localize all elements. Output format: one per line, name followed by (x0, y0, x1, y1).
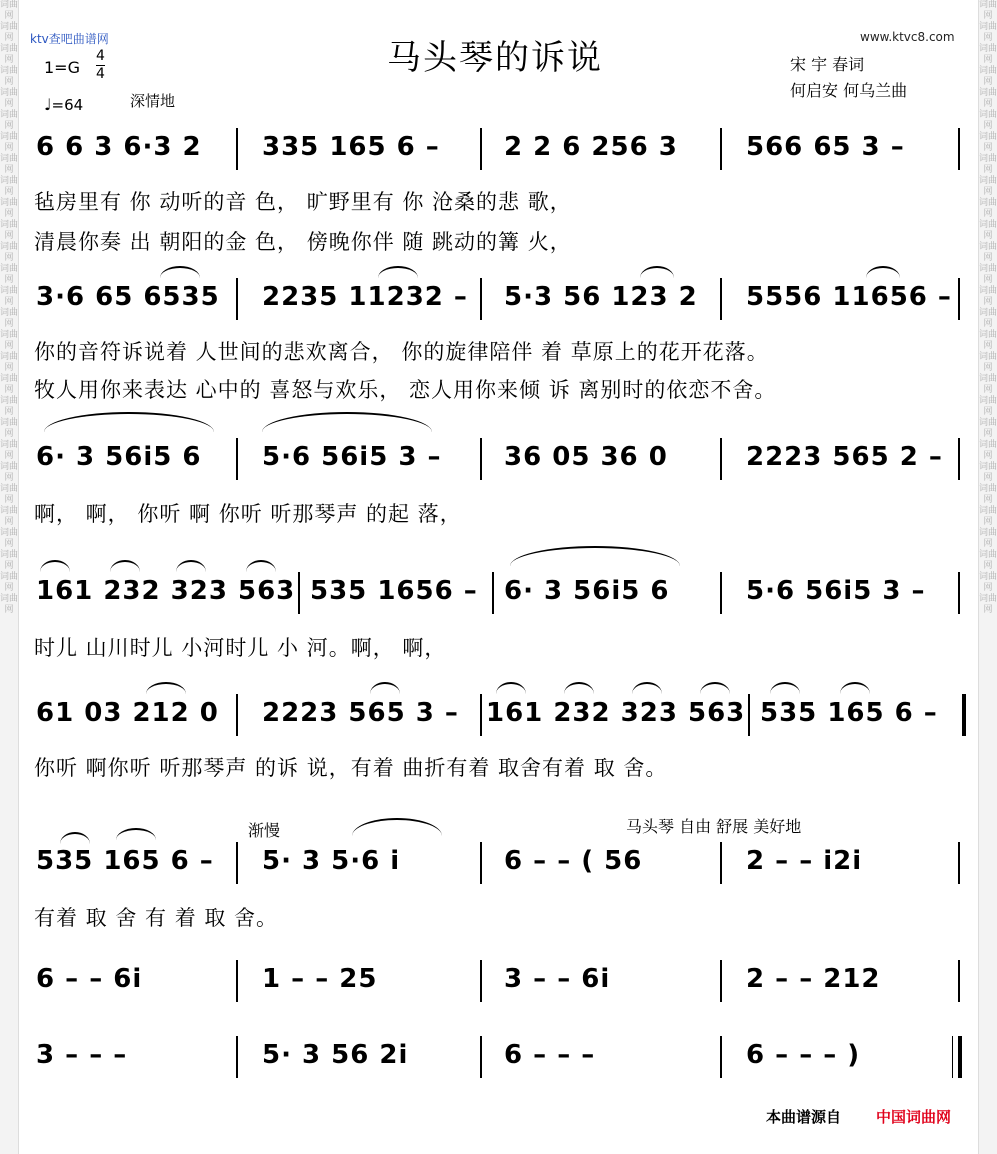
barline (958, 438, 960, 480)
barline (958, 960, 960, 1002)
lyric-line: 啊， 啊， 你听 啊 你听 听那琴声 的起 落， (34, 502, 462, 526)
measure: 5556 11656 – (746, 282, 952, 312)
barline (720, 278, 722, 320)
slur (840, 682, 870, 694)
barline (720, 128, 722, 170)
slur (510, 546, 680, 566)
lyric-line: 清晨你奏 出 朝阳的金 色， 傍晚你伴 随 跳动的篝 火， (34, 230, 572, 254)
barline (958, 842, 960, 884)
expression-marking: 深情地 (130, 92, 176, 110)
slur (770, 682, 800, 694)
lyricist-credit: 宋 宇 春词 (790, 55, 865, 74)
slur (370, 682, 400, 694)
measure: 5·6 56i5 3 – (262, 442, 442, 472)
barline (236, 128, 238, 170)
left-watermark-strip: 词曲网 词曲网 词曲网 词曲网 词曲网 词曲网 词曲网 词曲网 词曲网 词曲网 词曲网 词曲网 词曲网 词曲网 词曲网 词曲网 词曲网 词曲网 词曲网 词曲网 词曲网 词曲网 词曲网 词曲网 词曲网 词曲网 词曲网 词曲网 (0, 0, 19, 1154)
barline (236, 960, 238, 1002)
slur (632, 682, 662, 694)
measure: 3·6 65 6535 (36, 282, 220, 312)
source-site-link[interactable]: 中国词曲网 (876, 1108, 952, 1126)
slur (262, 412, 432, 432)
slur (110, 560, 140, 572)
measure: 36 05 36 0 (504, 442, 668, 472)
site-watermark-right[interactable]: www.ktvc8.com (860, 30, 955, 44)
time-signature (96, 48, 105, 83)
barline (720, 960, 722, 1002)
barline (748, 694, 750, 736)
barline (720, 438, 722, 480)
measure: 6 – – 6i (36, 964, 143, 994)
measure: 6 6 3 6·3 2 (36, 132, 202, 162)
barline (958, 128, 960, 170)
final-barline-thick (958, 1036, 962, 1078)
measure: 6 – – – (504, 1040, 596, 1070)
measure: 3 – – 6i (504, 964, 611, 994)
slur (700, 682, 730, 694)
measure: 6 – – ( 56 (504, 846, 643, 876)
barline (958, 278, 960, 320)
barline (480, 960, 482, 1002)
lyric-line: 有着 取 舍 有 着 取 舍。 (34, 906, 279, 930)
slur (352, 818, 442, 836)
slur (640, 266, 674, 278)
instrument-note: 马头琴 自由 舒展 美好地 (626, 817, 802, 836)
measure: 2 – – 212 (746, 964, 881, 994)
slur (378, 266, 418, 278)
measure: 535 1656 – (310, 576, 478, 606)
barline (236, 694, 238, 736)
repeat-barline (962, 694, 966, 736)
score-row-4 (30, 572, 970, 610)
right-watermark-strip: 词曲网 词曲网 词曲网 词曲网 词曲网 词曲网 词曲网 词曲网 词曲网 词曲网 词曲网 词曲网 词曲网 词曲网 词曲网 词曲网 词曲网 词曲网 词曲网 词曲网 词曲网 词曲网 词曲网 词曲网 词曲网 词曲网 词曲网 词曲网 (978, 0, 997, 1154)
measure: 2 – – i2i (746, 846, 863, 876)
lyric-line: 你听 啊你听 听那琴声 的诉 说，有着 曲折有着 取舍有着 取 舍。 (34, 756, 668, 780)
slur (176, 560, 206, 572)
measure: 5· 3 56 2i (262, 1040, 409, 1070)
slur (496, 682, 526, 694)
measure: 5· 3 5·6 i (262, 846, 401, 876)
measure: 5·3 56 123 2 (504, 282, 698, 312)
ritardando-mark: 渐慢 (248, 821, 281, 840)
barline (480, 278, 482, 320)
lyric-line: 牧人用你来表达 心中的 喜怒与欢乐， 恋人用你来倾 诉 离别时的依恋不舍。 (34, 378, 777, 402)
barline (236, 278, 238, 320)
measure: 335 165 6 – (262, 132, 440, 162)
measure: 6 – – – ) (746, 1040, 861, 1070)
barline (492, 572, 494, 614)
quarter-note-icon: ♩ (44, 95, 52, 114)
measure: 5·6 56i5 3 – (746, 576, 926, 606)
measure: 6· 3 56i5 6 (504, 576, 670, 606)
barline (720, 842, 722, 884)
time-sig-bottom: 4 (96, 66, 105, 82)
measure: 566 65 3 – (746, 132, 905, 162)
slur (40, 560, 70, 572)
barline (720, 572, 722, 614)
key-signature: 1=G (44, 58, 80, 77)
barline (720, 1036, 722, 1078)
slur (44, 412, 214, 432)
score-row-5 (30, 694, 970, 732)
measure: 2235 11232 – (262, 282, 468, 312)
time-sig-top: 4 (96, 48, 105, 64)
barline (480, 128, 482, 170)
score-row-2 (30, 278, 970, 316)
barline (480, 842, 482, 884)
site-watermark-left[interactable]: ktv查吧曲谱网 (30, 32, 109, 46)
measure: 2 2 6 256 3 (504, 132, 678, 162)
measure: 161 232 323 563 (486, 698, 746, 728)
slur (866, 266, 900, 278)
measure: 2223 565 2 – (746, 442, 943, 472)
slur (116, 828, 156, 840)
barline (236, 842, 238, 884)
measure: 535 165 6 – (760, 698, 938, 728)
measure: 2223 565 3 – (262, 698, 459, 728)
slur (160, 266, 200, 278)
lyric-line: 时儿 山川时儿 小河时儿 小 河。啊， 啊， (34, 636, 447, 660)
barline (298, 572, 300, 614)
measure: 535 165 6 – (36, 846, 214, 876)
tempo-marking (44, 95, 83, 114)
score-row-1 (30, 128, 970, 166)
measure: 1 – – 25 (262, 964, 378, 994)
measure: 6· 3 56i5 6 (36, 442, 202, 472)
measure: 161 232 323 563 (36, 576, 296, 606)
lyric-line: 你的音符诉说着 人世间的悲欢离合， 你的旋律陪伴 着 草原上的花开花落。 (34, 340, 769, 364)
barline (958, 572, 960, 614)
barline (236, 438, 238, 480)
score-row-6 (30, 842, 970, 880)
slur (146, 682, 186, 694)
score-row-7 (30, 960, 970, 998)
score-row-8 (30, 1036, 970, 1074)
lyric-line: 毡房里有 你 动听的音 色， 旷野里有 你 沧桑的悲 歌， (34, 190, 572, 214)
barline (480, 438, 482, 480)
source-label: 本曲谱源自 (766, 1108, 842, 1126)
score-row-3 (30, 438, 970, 476)
barline (480, 694, 482, 736)
slur (246, 560, 276, 572)
song-title: 马头琴的诉说 (387, 38, 603, 78)
measure: 3 – – – (36, 1040, 128, 1070)
composer-credit: 何启安 何乌兰曲 (790, 81, 908, 100)
measure: 61 03 212 0 (36, 698, 219, 728)
final-barline-thin (952, 1036, 953, 1078)
tempo-value: =64 (51, 96, 84, 114)
barline (480, 1036, 482, 1078)
barline (236, 1036, 238, 1078)
slur (564, 682, 594, 694)
